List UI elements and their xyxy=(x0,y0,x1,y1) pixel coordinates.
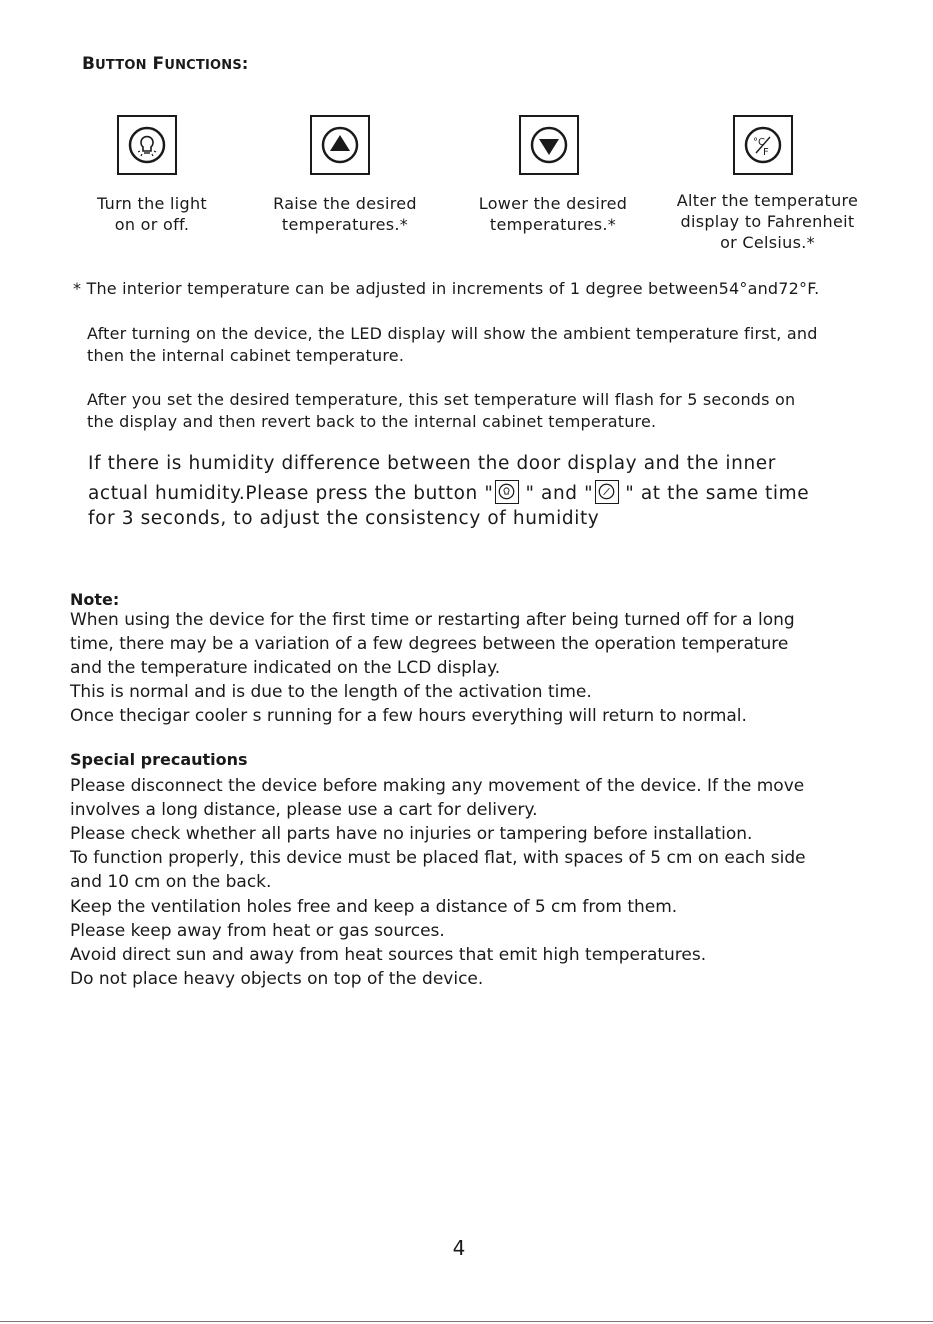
note-line: This is normal and is due to the length of the activation time. xyxy=(70,682,592,702)
light-bulb-icon xyxy=(127,125,167,165)
svg-text:F: F xyxy=(763,147,769,158)
light-button-caption: Turn the light on or off. xyxy=(96,194,207,234)
led-paragraph-line: After turning on the device, the LED display will show the ambient temperature first, and xyxy=(87,324,818,343)
inline-unit-button xyxy=(595,480,619,504)
up-button-caption: Raise the desired temperatures.* xyxy=(273,194,417,234)
set-temp-paragraph-line: After you set the desired temperature, this set temperature will flash for 5 seconds on xyxy=(87,390,796,409)
light-button-illustration xyxy=(117,115,177,175)
temperature-footnote: * The interior temperature can be adjusted in increments of 1 degree between54°and72°F. xyxy=(73,279,820,298)
humidity-paragraph-line: actual humidity.Please press the button " " and " " at the same time xyxy=(88,480,809,504)
unit-button-illustration xyxy=(733,115,793,175)
precaution-line: Keep the ventilation holes free and keep a distance of 5 cm from them. xyxy=(70,897,678,917)
precaution-line: Do not place heavy objects on top of the device. xyxy=(70,969,484,989)
up-arrow-icon xyxy=(320,125,360,165)
set-temp-paragraph-line: the display and then revert back to the internal cabinet temperature. xyxy=(87,412,657,431)
up-button-illustration xyxy=(310,115,370,175)
precaution-line: involves a long distance, please use a cart for delivery. xyxy=(70,800,538,820)
note-line: and the temperature indicated on the LCD display. xyxy=(70,658,501,678)
page-heading: BUTTON FUNCTIONS: xyxy=(82,54,249,74)
led-paragraph-line: then the internal cabinet temperature. xyxy=(87,346,405,365)
svg-text:°C: °C xyxy=(753,137,765,148)
humidity-paragraph-line: for 3 seconds, to adjust the consistency of humidity xyxy=(88,508,600,529)
note-line: time, there may be a variation of a few degrees between the operation temperature xyxy=(70,634,789,654)
down-button-illustration xyxy=(519,115,579,175)
note-title: Note: xyxy=(70,590,120,609)
precaution-line: Please keep away from heat or gas sources. xyxy=(70,921,445,941)
precaution-line: Avoid direct sun and away from heat sources that emit high temperatures. xyxy=(70,945,707,965)
page-number: 4 xyxy=(452,1236,466,1260)
fahrenheit-celsius-icon xyxy=(743,125,783,165)
note-line: Once thecigar cooler s running for a few hours everything will return to normal. xyxy=(70,706,747,726)
precaution-line: Please disconnect the device before making any movement of the device. If the move xyxy=(70,776,805,796)
precautions-title: Special precautions xyxy=(70,750,248,769)
down-arrow-icon xyxy=(529,125,569,165)
fahrenheit-celsius-icon xyxy=(598,483,615,500)
unit-button-caption: Alter the temperature display to Fahrenheit or Celsius.* xyxy=(676,191,859,252)
precaution-line: and 10 cm on the back. xyxy=(70,872,272,892)
humidity-paragraph-line: If there is humidity difference between the door display and the inner xyxy=(88,453,776,474)
note-line: When using the device for the first time or restarting after being turned off for a long xyxy=(70,610,795,630)
down-button-caption: Lower the desired temperatures.* xyxy=(478,194,628,234)
precaution-line: To function properly, this device must be placed flat, with spaces of 5 cm on each side xyxy=(70,848,806,868)
light-bulb-icon xyxy=(498,483,515,500)
bottom-rule xyxy=(0,1321,933,1322)
precaution-line: Please check whether all parts have no injuries or tampering before installation. xyxy=(70,824,753,844)
inline-light-button xyxy=(495,480,519,504)
